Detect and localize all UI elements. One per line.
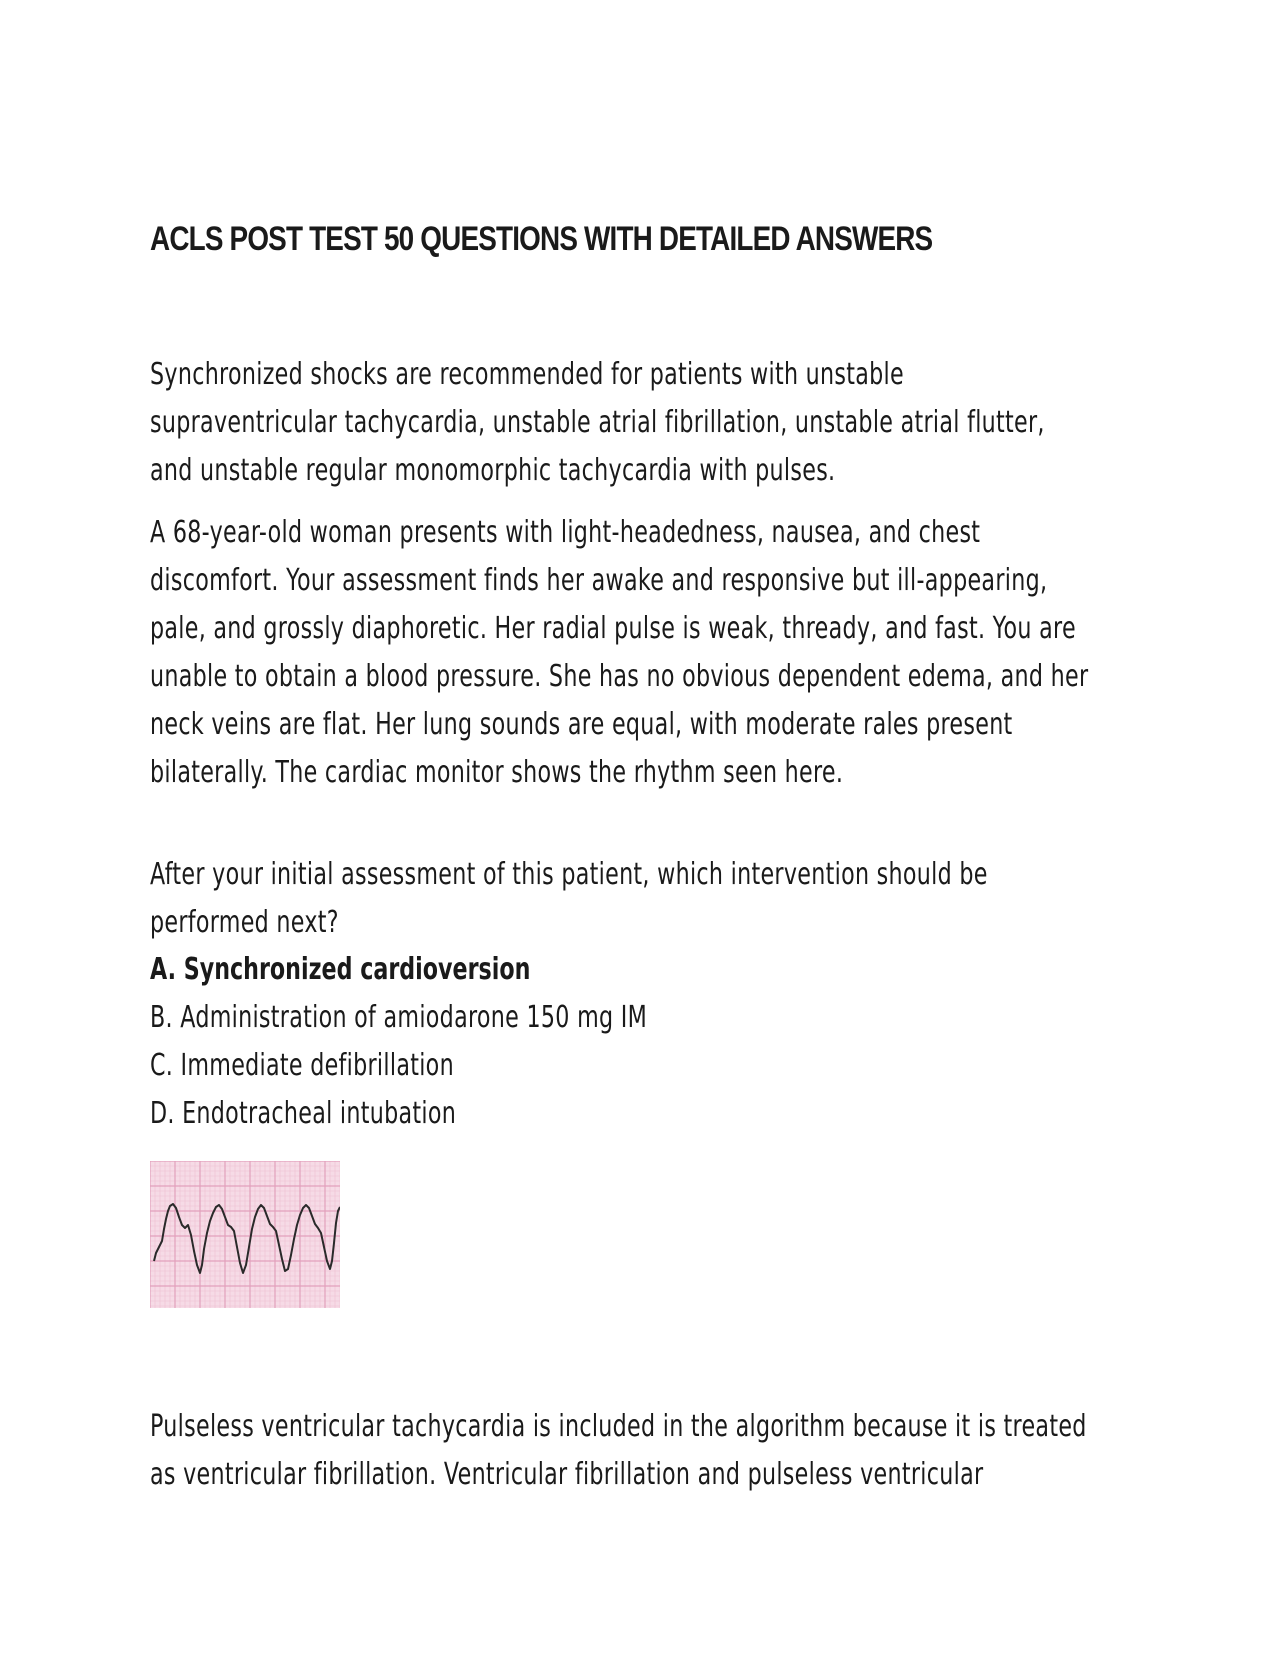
text-line: unable to obtain a blood pressure. She has no obvious dependent edema, and her [150,659,1089,694]
text-line: bilaterally. The cardiac monitor shows the rhythm seen here. [150,755,844,790]
paragraph-case-description [150,509,1142,797]
question-text [150,851,1142,947]
ecg-rhythm-strip-icon [150,1161,340,1308]
answer-option-a: A. Synchronized cardioversion [150,952,531,987]
paragraph-synchronized-shocks [150,351,1142,495]
text-line: pale, and grossly diaphoretic. Her radial pulse is weak, thready, and fast. You are [150,611,1076,646]
paragraph-pulseless-vt [150,1403,1142,1499]
text-line: After your initial assessment of this patient, which intervention should be [150,857,988,892]
text-line: Pulseless ventricular tachycardia is included in the algorithm because it is treated [150,1409,1087,1444]
text-line: and unstable regular monomorphic tachycardia with pulses. [150,453,836,488]
text-line: A 68-year-old woman presents with light-headedness, nausea, and chest [150,515,981,550]
answer-option-d: D. Endotracheal intubation [150,1096,457,1131]
text-line: supraventricular tachycardia, unstable atrial fibrillation, unstable atrial flutter, [150,405,1045,440]
text-line: as ventricular fibrillation. Ventricular fibrillation and pulseless ventricular [150,1457,984,1492]
answer-option-c: C. Immediate defibrillation [150,1048,454,1083]
text-line: performed next? [150,905,339,940]
text-line: discomfort. Your assessment finds her awake and responsive but ill-appearing, [150,563,1048,598]
document-title: ACLS POST TEST 50 QUESTIONS WITH DETAILED ANSWERS [150,220,933,258]
text-line: neck veins are flat. Her lung sounds are equal, with moderate rales present [150,707,1013,742]
answer-options [150,946,647,1138]
text-line: Synchronized shocks are recommended for patients with unstable [150,357,904,392]
answer-option-b: B. Administration of amiodarone 150 mg IM [150,1000,648,1035]
